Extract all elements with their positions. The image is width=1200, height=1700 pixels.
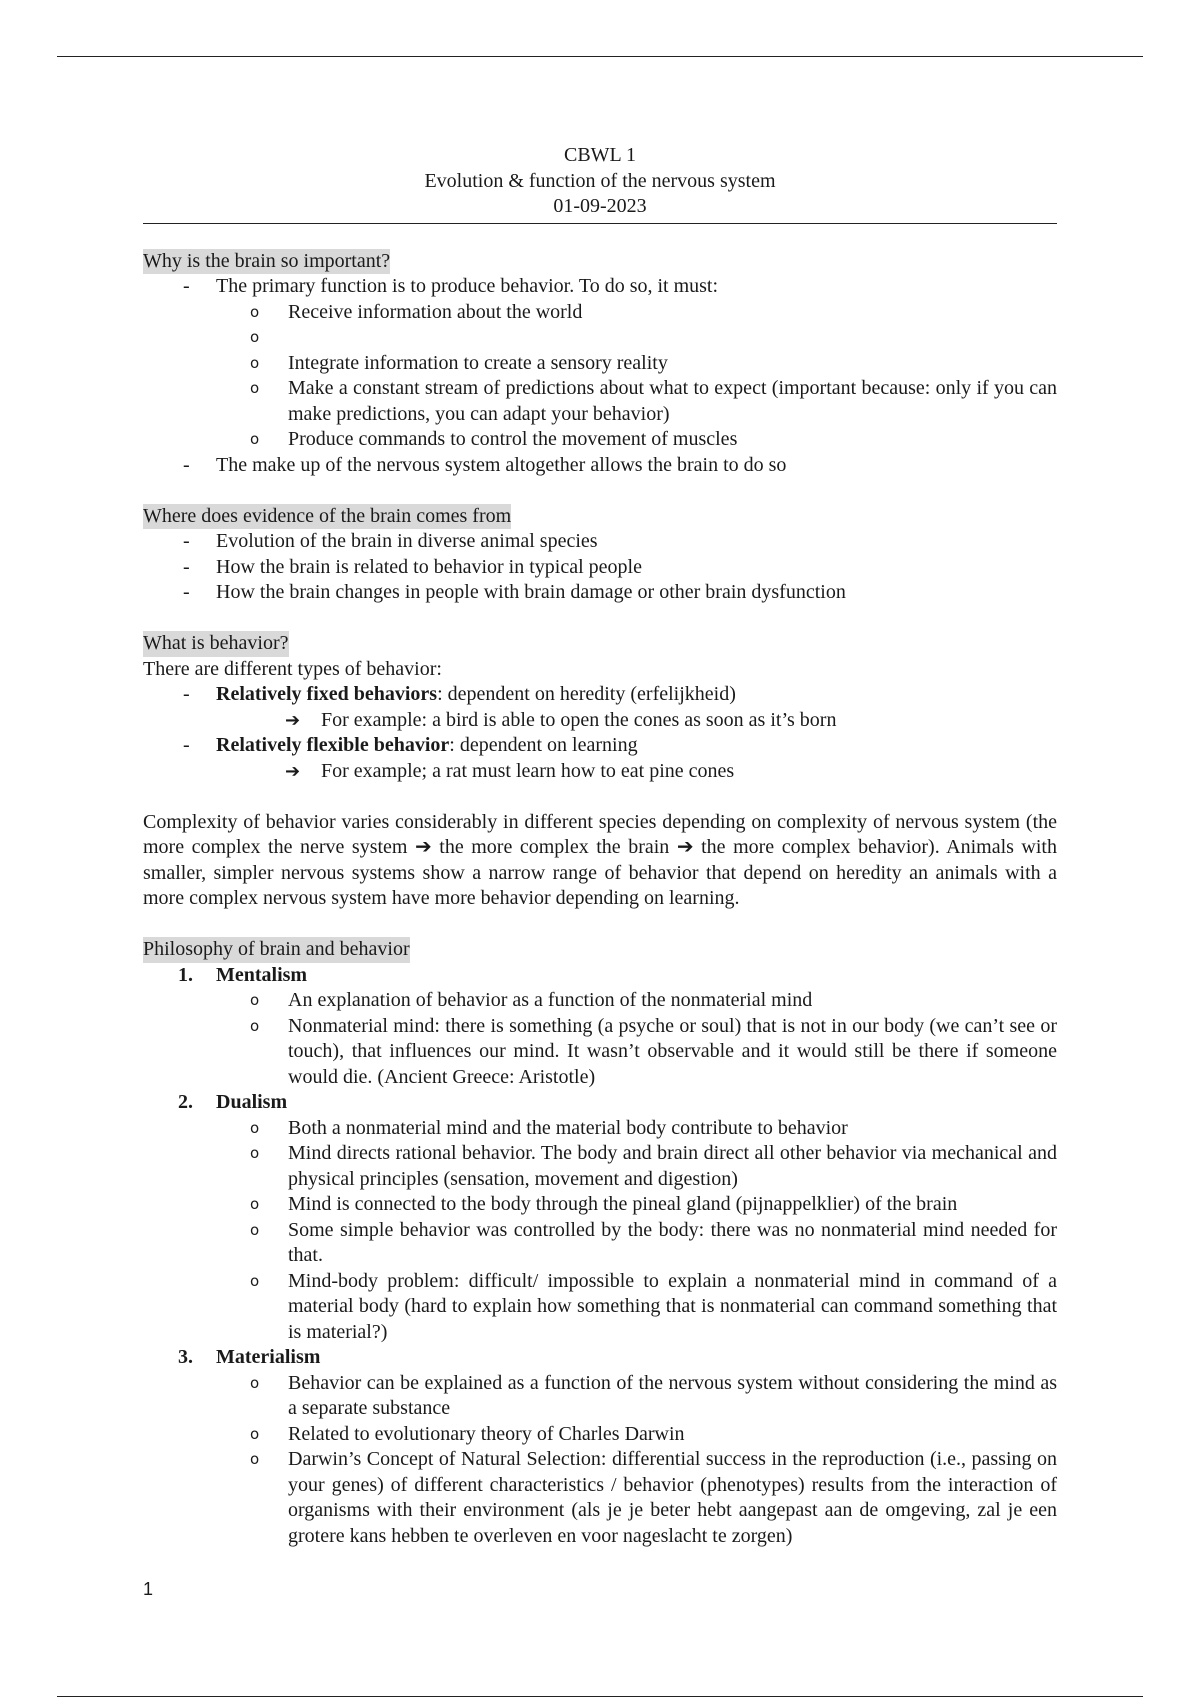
lecture-date: 01-09-2023 xyxy=(553,195,647,217)
header-rule xyxy=(57,56,1143,57)
sub-bullet-item: o Behavior can be explained as a function of the nervous system without considering the mind as a separate substance xyxy=(250,1371,1057,1419)
circle-bullet-icon: o xyxy=(250,1373,260,1392)
section-intro: There are different types of behavior: xyxy=(143,657,442,680)
page-number: 1 xyxy=(143,1579,154,1599)
section-heading: Why is the brain so important? xyxy=(143,249,1057,275)
bullet-item: - Evolution of the brain in diverse animal species xyxy=(183,530,598,552)
document-body xyxy=(143,143,1057,1549)
arrow-icon: ➔ xyxy=(285,709,301,731)
sub-bullet-item: o Make a constant stream of predictions about what to expect (important because: only if you can make predictions, you can adapt your behavior) xyxy=(250,377,1057,425)
circle-bullet-icon: o xyxy=(250,1118,260,1137)
section-heading: What is behavior? xyxy=(143,631,1057,657)
lecture-title: Evolution & function of the nervous system xyxy=(424,169,776,192)
circle-bullet-icon: o xyxy=(250,430,260,448)
sub-bullet-item: o Receive information about the world xyxy=(143,300,1057,326)
circle-bullet-icon: o xyxy=(250,1271,260,1290)
section-heading: Where does evidence of the brain comes from xyxy=(143,504,1057,530)
sub-bullet-item: o Both a nonmaterial mind and the material body contribute to behavior xyxy=(143,1116,1057,1142)
sub-bullet-item: o Mind is connected to the body through the pineal gland (pijnappelklier) of the brain xyxy=(143,1192,1057,1218)
title-divider xyxy=(143,223,1057,224)
example-item: ➔ For example; a rat must learn how to eat pine cones xyxy=(143,759,1057,785)
sub-bullet-item: o Mind-body problem: difficult/ impossible to explain a nonmaterial mind in command of a material body (hard to explain how something that is nonmaterial can command something that is material?) xyxy=(250,1269,1057,1343)
example-item: ➔ For example: a bird is able to open the cones as soon as it’s born xyxy=(143,708,1057,734)
numbered-item: 2. Dualism xyxy=(178,1091,288,1113)
footer-rule xyxy=(57,1696,1143,1697)
sub-bullet-item: o Integrate information to create a sensory reality xyxy=(143,351,1057,377)
sub-bullet-item: o Darwin’s Concept of Natural Selection: differential success in the reproduction (i.e., passing on your genes) of different characteristics / behavior (phenotypes) results from the interaction of organisms with their environment (als je je beter hebt aangepast aan de omgeving, zal je een grotere kans hebben te overleven en voor nageslacht te zorgen) xyxy=(250,1448,1057,1547)
course-code: CBWL 1 xyxy=(563,144,637,166)
sub-bullet-item: o Mind directs rational behavior. The body and brain direct all other behavior via mechanical and physical principles (sensation, movement and digestion) xyxy=(250,1142,1057,1190)
sub-bullet-item: o Produce commands to control the movement of muscles xyxy=(143,427,1057,453)
bullet-item: - The make up of the nervous system altogether allows the brain to do so xyxy=(183,453,787,476)
circle-bullet-icon: o xyxy=(250,1144,260,1162)
circle-bullet-icon: o xyxy=(250,328,260,346)
circle-bullet-icon: o xyxy=(250,1195,260,1213)
section-heading: Philosophy of brain and behavior xyxy=(143,937,1057,963)
bullet-item: - The primary function is to produce behavior. To do so, it must: xyxy=(183,275,719,297)
title-block xyxy=(143,143,1057,220)
body-paragraph: Complexity of behavior varies considerably in different species depending on complexity of nervous system (the more complex the nerve system ➔ the more complex the brain ➔ the more complex behavior). Animals with smaller, simpler nervous systems show a narrow range of behavior that depend on heredity an animals with a more complex nervous system have more behavior depending on learning. xyxy=(143,810,1057,909)
circle-bullet-icon: o xyxy=(250,1450,260,1468)
sub-bullet-item: o Related to evolutionary theory of Charles Darwin xyxy=(143,1422,1057,1448)
arrow-icon: ➔ xyxy=(285,760,301,782)
bullet-item: - Relatively flexible behavior: dependent on learning xyxy=(183,734,638,756)
circle-bullet-icon: o xyxy=(250,302,260,321)
numbered-item: 1. Mentalism xyxy=(178,963,308,986)
circle-bullet-icon: o xyxy=(250,991,260,1009)
circle-bullet-icon: o xyxy=(250,1424,260,1443)
sub-bullet-item: o Nonmaterial mind: there is something (a psyche or soul) that is not in our body (we can’t see or touch), that influences our mind. It wasn’t observable and it would still be there if someone would die. (Ancient Greece: Aristotle) xyxy=(250,1014,1057,1088)
bullet-item: - How the brain is related to behavior in typical people xyxy=(183,555,642,578)
circle-bullet-icon: o xyxy=(250,1016,260,1035)
sub-bullet-item xyxy=(143,325,1057,351)
numbered-item: 3. Materialism xyxy=(178,1346,321,1368)
sub-bullet-item: o An explanation of behavior as a function of the nonmaterial mind xyxy=(143,988,1057,1014)
circle-bullet-icon: o xyxy=(250,353,260,372)
circle-bullet-icon: o xyxy=(250,1220,260,1239)
sub-bullet-item: o Some simple behavior was controlled by the body: there was no nonmaterial mind needed for that. xyxy=(250,1218,1057,1266)
bullet-item: - How the brain changes in people with brain damage or other brain dysfunction xyxy=(183,581,846,603)
circle-bullet-icon: o xyxy=(250,379,260,397)
bullet-item: - Relatively fixed behaviors: dependent on heredity (erfelijkheid) xyxy=(183,683,736,705)
